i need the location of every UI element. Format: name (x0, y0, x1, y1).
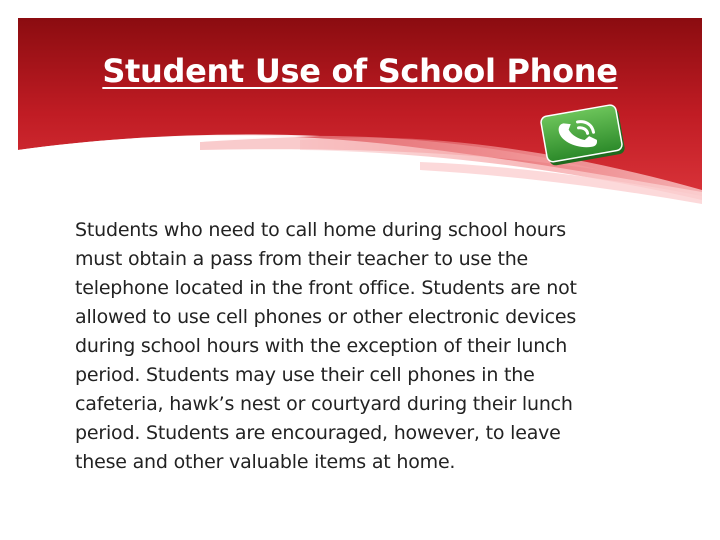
phone-icon (536, 104, 632, 168)
body-text (75, 216, 645, 477)
slide-title: Student Use of School Phone (102, 52, 618, 90)
body-paragraph: Students who need to call home during school hours must obtain a pass from their teacher to use the telephone located in the front office. Students are not allowed to use cell phones or other electronic devices during school hours with the exception of their lunch period. Students may use their cell phones in the cafeteria, hawk’s nest or courtyard during their lunch period. Students are encouraged, however, to leave these and other valuable items at home. (75, 219, 577, 473)
